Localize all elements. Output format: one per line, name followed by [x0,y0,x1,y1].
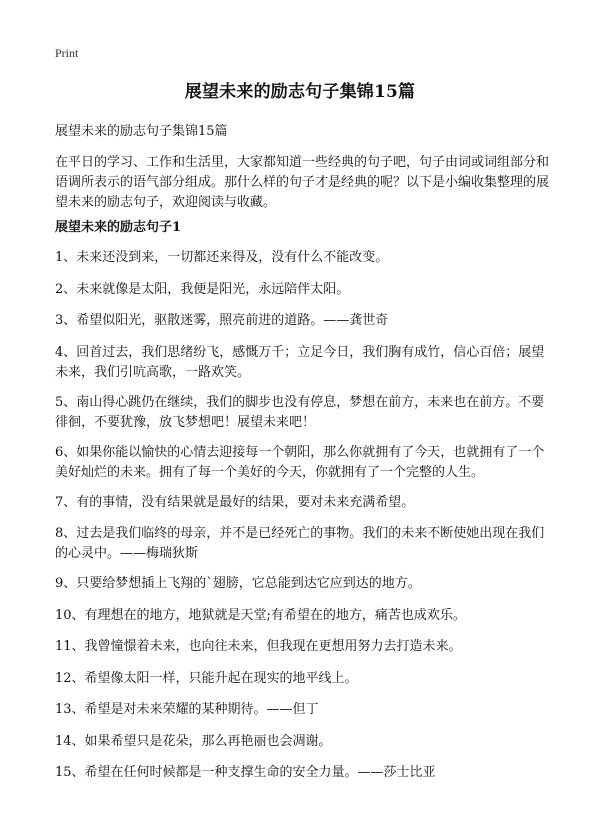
page-title: 展望未来的励志句子集锦15篇 [184,82,416,102]
sentence-item-13: 13、希望是对未来荣耀的某种期待。——但丁 [55,702,319,717]
print-link[interactable]: Print [55,46,79,60]
sentence-item-11: 11、我曾憧憬着未来，也向往未来，但我现在更想用努力去打造未来。 [55,639,462,654]
sentence-item-5: 5、南山得心跳仍在继续，我们的脚步也没有停息，梦想在前方，未来也在前方。不要徘徊，不要犹豫，放飞梦想吧！展望未来吧！ [55,394,545,430]
sentence-item-9: 9、只要给梦想插上飞翔的`翅膀，它总能到达它应到达的地方。 [55,576,421,591]
sentence-item-3: 3、希望似阳光，驱散迷雾，照亮前进的道路。——龚世奇 [55,313,389,328]
sentence-item-12: 12、希望像太阳一样，只能升起在现实的地平线上。 [55,670,358,686]
sentence-item-7: 7、有的事情，没有结果就是最好的结果，要对未来充满希望。 [55,494,415,510]
section-heading: 展望未来的励志句子1 [55,220,182,235]
sentence-item-4: 4、回首过去，我们思绪纷飞，感慨万千；立足今日，我们胸有成竹，信心百倍；展望未来，我们引吭高歌，一路欢笑。 [55,344,545,380]
sentence-item-15: 15、希望在任何时候都是一种支撑生命的安全力量。——莎士比亚 [55,765,436,780]
sentence-item-10: 10、有理想在的地方，地狱就是天堂;有希望在的地方，痛苦也成欢乐。 [55,607,466,623]
sentence-item-2: 2、未来就像是太阳，我便是阳光，永远陪伴太阳。 [55,281,350,297]
document-subtitle: 展望未来的励志句子集锦15篇 [55,124,228,139]
sentence-item-8: 8、过去是我们临终的母亲，并不是已经死亡的事物。我们的未来不断使她出现在我们的心灵中。——梅瑞狄斯 [55,526,545,561]
sentence-item-1: 1、未来还没到来，一切都还来得及，没有什么不能改变。 [55,250,389,265]
intro-paragraph: 在平日的学习、工作和生活里，大家都知道一些经典的句子吧，句子由词或词组部分和语调所表示的语气部分组成。那什么样的句子才是经典的呢？以下是小编收集整理的展望未来的励志句子，欢迎阅读与收藏。 [55,155,550,210]
sentence-list [55,248,555,795]
sentence-item-6: 6、如果你能以愉快的心情去迎接每一个朝阳，那么你就拥有了今天，也就拥有了一个美好灿烂的未来。拥有了每一个美好的今天，你就拥有了一个完整的人生。 [55,444,545,480]
sentence-item-14: 14、如果希望只是花朵，那么再艳丽也会凋谢。 [55,733,332,749]
